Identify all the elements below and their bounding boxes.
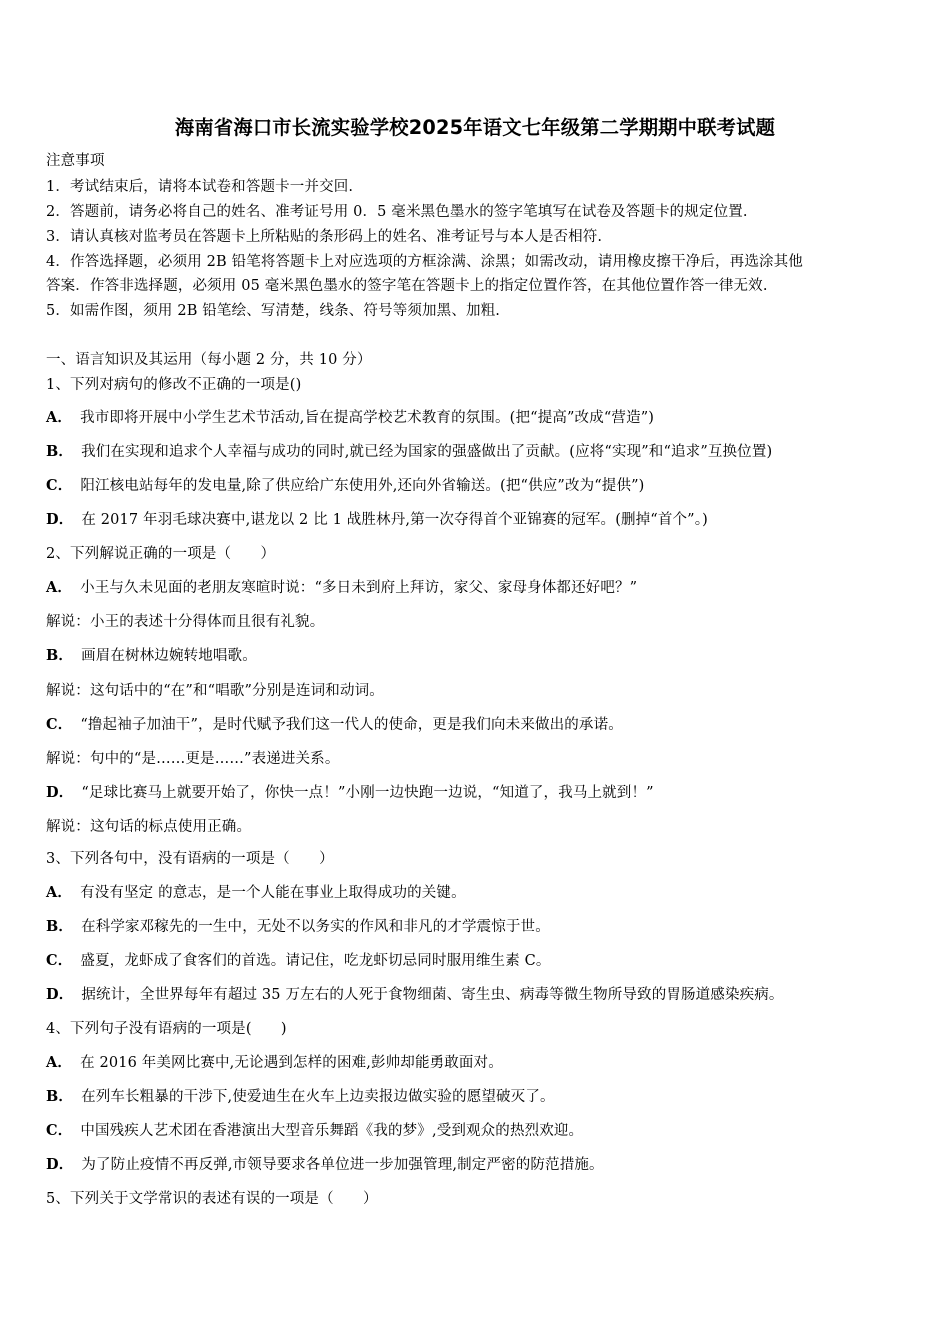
option-text: “撸起袖子加油干”，是时代赋予我们这一代人的使命，更是我们向未来做出的承诺。: [80, 717, 623, 733]
option-text: 在 2017 年羽毛球决赛中,谌龙以 2 比 1 战胜林丹,第一次夺得首个亚锦赛的冠军。(删掉“首个”。): [81, 512, 708, 528]
option-letter: C．: [46, 477, 73, 494]
option-letter: A．: [46, 579, 73, 596]
option-letter: B．: [46, 1088, 74, 1105]
option-text: 在科学家邓稼先的一生中，无处不以务实的作风和非凡的才学震惊于世。: [81, 919, 550, 935]
option-letter: D．: [46, 1156, 74, 1173]
q3-option-a: [46, 883, 466, 903]
q1-option-a: [46, 408, 654, 428]
notice-item-3: 3．请认真核对监考员在答题卡上所粘贴的条形码上的姓名、准考证号与本人是否相符.: [46, 229, 603, 245]
q2-stem: 2、下列解说正确的一项是（ ）: [46, 546, 276, 562]
q1-option-c: [46, 476, 644, 496]
option-text: 有没有坚定 的意志，是一个人能在事业上取得成功的关键。: [80, 885, 466, 901]
q3-option-d: [46, 985, 784, 1005]
q2-option-c: [46, 715, 623, 735]
q2-note-d: 解说：这句话的标点使用正确。: [46, 819, 252, 835]
option-text: 阳江核电站每年的发电量,除了供应给广东使用外,还向外省输送。(把“供应”改为“提供”): [80, 478, 645, 494]
option-text: 中国残疾人艺术团在香港演出大型音乐舞蹈《我的梦》,受到观众的热烈欢迎。: [80, 1123, 584, 1139]
option-letter: A．: [46, 409, 73, 426]
q4-option-c: [46, 1121, 583, 1141]
q4-stem: 4、下列句子没有语病的一项是( ): [46, 1021, 287, 1037]
option-letter: C．: [46, 952, 73, 969]
option-text: 在列车长粗暴的干涉下,使爱迪生在火车上边卖报边做实验的愿望破灭了。: [81, 1089, 555, 1105]
q2-note-b: 解说：这句话中的“在”和“唱歌”分别是连词和动词。: [46, 683, 384, 699]
notice-item-1: 1．考试结束后，请将本试卷和答题卡一并交回.: [46, 179, 354, 195]
notice-heading: 注意事项: [46, 153, 105, 169]
exam-title: 海南省海口市长流实验学校2025年语文七年级第二学期期中联考试题: [174, 116, 776, 139]
q1-option-b: [46, 442, 772, 462]
q2-option-a: [46, 578, 637, 598]
option-letter: D．: [46, 986, 74, 1003]
notice-item-4: 4．作答选择题，必须用 2B 铅笔将答题卡上对应选项的方框涂满、涂黑；如需改动，请用橡皮擦干净后，再选涂其他: [46, 254, 803, 270]
option-text: 我市即将开展中小学生艺术节活动,旨在提高学校艺术教育的氛围。(把“提高”改成“营造”): [80, 410, 655, 426]
option-text: 小王与久未见面的老朋友寒暄时说：“多日未到府上拜访，家父、家母身体都还好吧？”: [80, 580, 638, 596]
q5-stem: 5、下列关于文学常识的表述有误的一项是（ ）: [46, 1191, 378, 1207]
option-text: “足球比赛马上就要开始了，你快一点！”小刚一边快跑一边说，“知道了，我马上就到！”: [81, 785, 654, 801]
option-letter: C．: [46, 716, 73, 733]
option-letter: A．: [46, 1054, 73, 1071]
option-text: 盛夏，龙虾成了食客们的首选。请记住，吃龙虾切忌同时服用维生素 C。: [80, 953, 551, 969]
q3-option-b: [46, 917, 550, 937]
option-letter: C．: [46, 1122, 73, 1139]
q2-note-c: 解说：句中的“是……更是……”表递进关系。: [46, 751, 340, 767]
option-text: 画眉在树林边婉转地唱歌。: [81, 648, 257, 664]
option-text: 在 2016 年美网比赛中,无论遇到怎样的困难,彭帅却能勇敢面对。: [80, 1055, 503, 1071]
option-text: 为了防止疫情不再反弹,市领导要求各单位进一步加强管理,制定严密的防范措施。: [81, 1157, 604, 1173]
option-letter: A．: [46, 884, 73, 901]
section-heading: 一、语言知识及其运用（每小题 2 分，共 10 分）: [46, 352, 372, 368]
option-letter: B．: [46, 918, 74, 935]
option-letter: D．: [46, 511, 74, 528]
q2-option-b: [46, 646, 257, 666]
q2-option-d: [46, 783, 654, 803]
q4-option-b: [46, 1087, 555, 1107]
option-letter: B．: [46, 443, 74, 460]
q1-option-d: [46, 510, 708, 530]
q4-option-a: [46, 1053, 503, 1073]
q1-stem: 1、下列对病句的修改不正确的一项是(): [46, 377, 302, 393]
option-letter: B．: [46, 647, 74, 664]
notice-item-5: 5．如需作图，须用 2B 铅笔绘、写清楚，线条、符号等须加黑、加粗.: [46, 303, 501, 319]
q2-note-a: 解说：小王的表述十分得体而且很有礼貌。: [46, 614, 325, 630]
q3-option-c: [46, 951, 551, 971]
option-letter: D．: [46, 784, 74, 801]
q4-option-d: [46, 1155, 604, 1175]
option-text: 我们在实现和追求个人幸福与成功的同时,就已经为国家的强盛做出了贡献。(应将“实现”和“追求”互换位置): [81, 444, 773, 460]
notice-item-2: 2．答题前，请务必将自己的姓名、准考证号用 0．5 毫米黑色墨水的签字笔填写在试卷及答题卡的规定位置.: [46, 204, 748, 220]
q3-stem: 3、下列各句中，没有语病的一项是（ ）: [46, 851, 334, 867]
notice-item-4-cont: 答案．作答非选择题，必须用 05 毫米黑色墨水的签字笔在答题卡上的指定位置作答，在其他位置作答一律无效.: [46, 278, 768, 294]
option-text: 据统计，全世界每年有超过 35 万左右的人死于食物细菌、寄生虫、病毒等微生物所导致的胃肠道感染疾病。: [81, 987, 784, 1003]
